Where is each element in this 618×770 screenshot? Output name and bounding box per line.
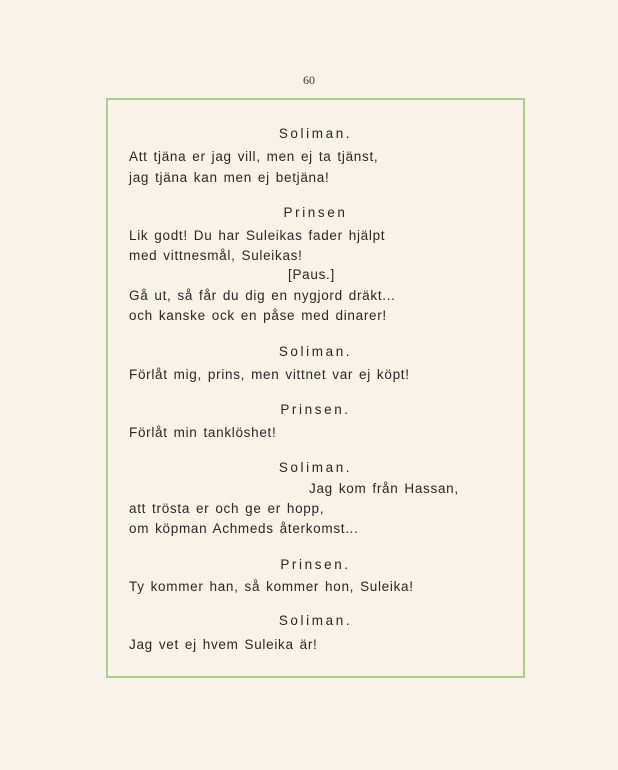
verse-line: Gå ut, så får du dig en nygjord dräkt... (129, 288, 396, 303)
speaker-soliman-3: Soliman. (278, 460, 353, 475)
verse-line: Jag vet ej hvem Suleika är! (129, 637, 318, 652)
verse-line: jag tjäna kan men ej betjäna! (129, 170, 330, 185)
speaker-soliman-1: Soliman. (278, 126, 353, 141)
verse-line: med vittnesmål, Suleikas! (129, 248, 303, 263)
verse-line: Jag kom från Hassan, (309, 481, 459, 496)
verse-line: Förlåt mig, prins, men vittnet var ej köpt! (129, 367, 410, 382)
speaker-soliman-4: Soliman. (278, 613, 353, 628)
verse-line: att trösta er och ge er hopp, (129, 501, 325, 516)
verse-line: Att tjäna er jag vill, men ej ta tjänst, (129, 149, 379, 164)
verse-line: om köpman Achmeds återkomst... (129, 521, 359, 536)
speaker-soliman-2: Soliman. (278, 344, 353, 359)
verse-line: Lik godt! Du har Suleikas fader hjälpt (129, 228, 386, 243)
speaker-prinsen-1: Prinsen (283, 205, 348, 220)
verse-line: och kanske ock en påse med dinarer! (129, 308, 387, 323)
page-number: 60 (303, 73, 315, 87)
speaker-prinsen-3: Prinsen. (280, 557, 351, 572)
verse-line: Ty kommer han, så kommer hon, Suleika! (129, 579, 414, 594)
verse-line: Förlåt min tanklöshet! (129, 425, 277, 440)
stage-direction: [Paus.] (288, 267, 335, 282)
speaker-prinsen-2: Prinsen. (280, 402, 351, 417)
